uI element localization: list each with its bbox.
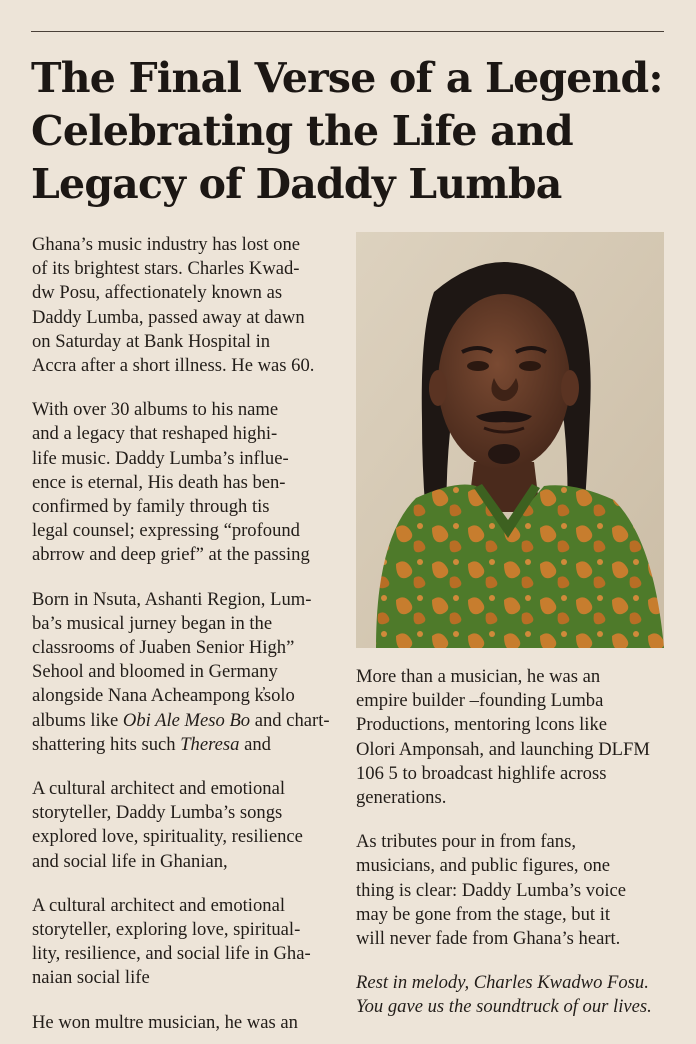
paragraph-cultural-1: A cultural architect and emotional storyteller, Daddy Lumba’s songs explored love, spirituality, resilience and social life in Ghanian, (32, 778, 303, 872)
born-text-a: Born in Nsuta, Ashanti Region, Lum- ba’s musical jurney began in the classrooms of Juaben Senior High” Sehool and bloomed in Germany alongside Nana Acheampong k̓solo albums like (32, 588, 312, 731)
headline: The Final Verse of a Legend: Celebrating the Life and Legacy of Daddy Lumba (31, 54, 663, 208)
paragraph-won: He won multre musician, he was an (32, 1011, 298, 1033)
paragraph-intro: Ghana’s music industry has lost one of its brightest stars. Charles Kwad- dw Posu, affectionately known as Daddy Lumba, passed away at dawn on Saturday at Bank Hospital in Accra after a short illness. He was 60. (32, 234, 315, 377)
album-title: Obi Ale Meso Bo (122, 709, 251, 731)
paragraph-legacy: With over 30 albums to his name and a legacy that reshaped highi- life music. Daddy Lumba’s influe- ence is eternal, His death has ben- confirmed by family through tis legal counsel; expressing “profound abrrow and deep grief” at the passing (32, 399, 310, 566)
paragraph-born (32, 588, 348, 757)
born-text-b: and chart- shattering hits such (32, 709, 330, 755)
paragraph-empire: More than a musician, he was an empire builder –founding Lumba Productions, mentoring lcons like Olori Amponsah, and launching DLFM 106 5 to broadcast highlife across generations. (356, 666, 650, 809)
born-text-c: and (239, 733, 271, 755)
right-column (356, 665, 686, 1020)
portrait-illustration (356, 232, 664, 648)
portrait-photo (356, 232, 664, 648)
hit-title: Theresa (180, 733, 240, 755)
paragraph-cultural-2: A cultural architect and emotional storyteller, exploring love, spiritual- lity, resilience, and social life in Gha- naian social life (32, 894, 311, 989)
closing-line: Rest in melody, Charles Kwadwo Fosu. You gave us the soundtruck of our lives. (356, 972, 652, 1018)
paragraph-tributes: As tributes pour in from fans, musicians, and public figures, one thing is clear: Daddy Lumba’s voice may be gone from the stage, but it will never fade from Ghana’s heart. (356, 831, 627, 950)
top-rule (31, 31, 664, 32)
left-column (32, 233, 348, 1035)
